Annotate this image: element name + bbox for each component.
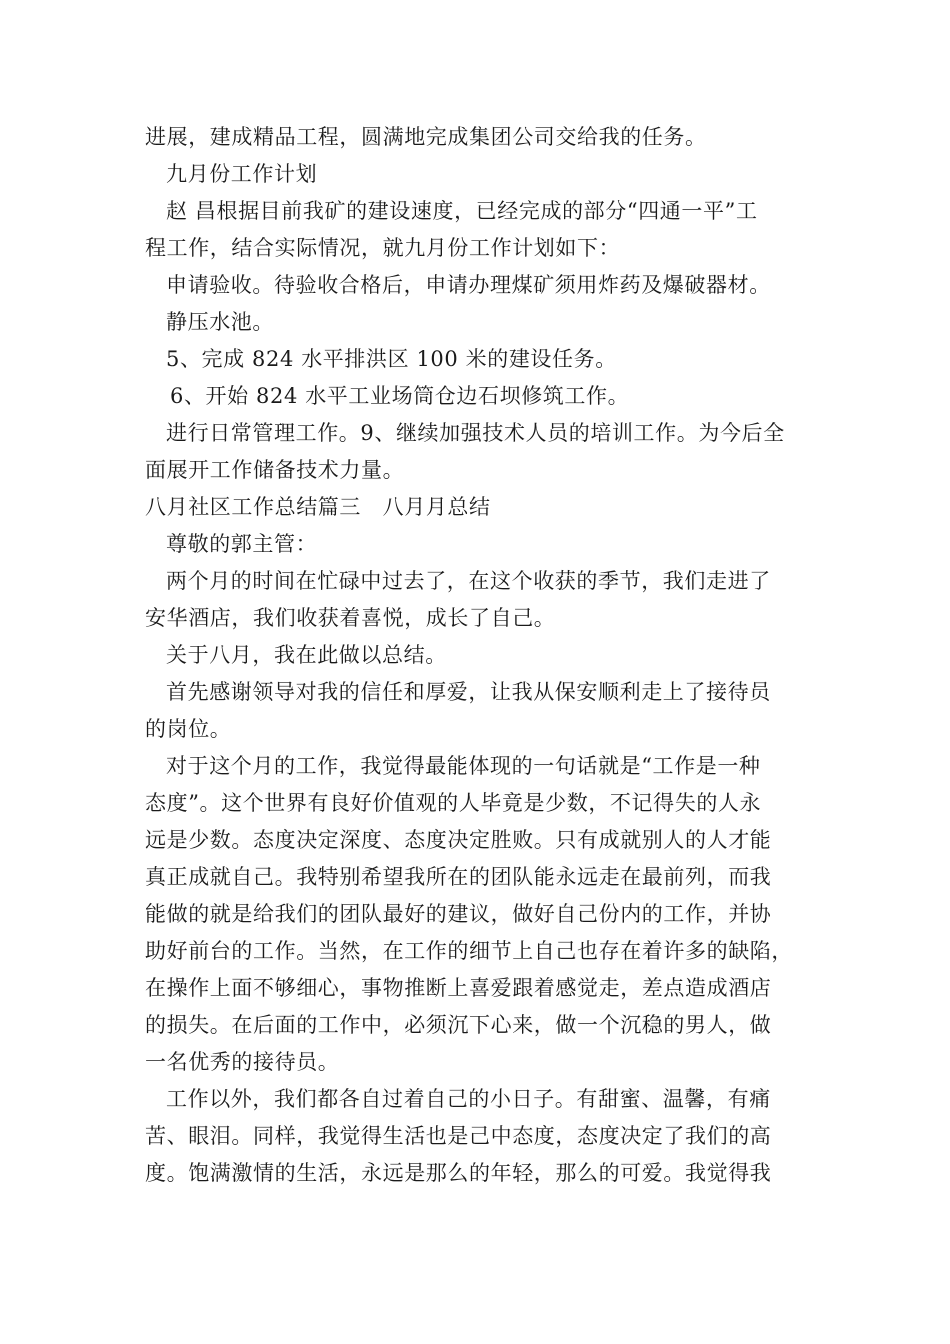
text-line: 静压水池。 [166,310,274,334]
list-item: 6、开始 824 水平工业场筒仓边石坝修筑工作。 [170,384,630,408]
text-line: 进展，建成精品工程，圆满地完成集团公司交给我的任务。 [145,125,707,149]
text-line: 的岗位。 [145,717,232,741]
section-title: 八月社区工作总结篇三 八月月总结 [145,495,491,519]
text-line: 苦、眼泪。同样，我觉得生活也是己中态度，态度决定了我们的高 [145,1124,772,1148]
text-line: 面展开工作储备技术力量。 [145,458,405,482]
section-heading: 九月份工作计划 [166,162,318,186]
text-line: 申请验收。待验收合格后，申请办理煤矿须用炸药及爆破器材。 [166,273,771,297]
text-line: 能做的就是给我们的团队最好的建议，做好自己份内的工作，并协 [145,902,772,926]
text-line: 度。饱满激情的生活，永远是那么的年轻，那么的可爱。我觉得我 [145,1161,772,1185]
text-line: 两个月的时间在忙碌中过去了，在这个收获的季节，我们走进了 [166,569,771,593]
text-line: 关于八月，我在此做以总结。 [166,643,447,667]
text-line: 的损失。在后面的工作中，必须沉下心来，做一个沉稳的男人，做 [145,1013,772,1037]
list-item: 5、完成 824 水平排洪区 100 米的建设任务。 [166,347,617,371]
text-line: 远是少数。态度决定深度、态度决定胜败。只有成就别人的人才能 [145,828,772,852]
text-line: 一名优秀的接待员。 [145,1050,340,1074]
text-line: 赵 昌根据目前我矿的建设速度，已经完成的部分“四通一平”工 [166,199,758,223]
text-line: 进行日常管理工作。9、继续加强技术人员的培训工作。为今后全 [166,421,785,445]
text-line: 程工作，结合实际情况，就九月份工作计划如下： [145,236,621,260]
text-line: 安华酒店，我们收获着喜悦，成长了自己。 [145,606,556,630]
text-line: 对于这个月的工作，我觉得最能体现的一句话就是“工作是一种 [166,754,761,778]
text-line: 真正成就自己。我特别希望我所在的团队能永远走在最前列，而我 [145,865,772,889]
text-line: 在操作上面不够细心，事物推断上喜爱跟着感觉走，差点造成酒店 [145,976,772,1000]
salutation: 尊敬的郭主管： [166,532,318,556]
text-line: 助好前台的工作。当然，在工作的细节上自己也存在着许多的缺陷， [145,939,793,963]
text-line: 首先感谢领导对我的信任和厚爱，让我从保安顺利走上了接待员 [166,680,771,704]
text-line: 态度”。这个世界有良好价值观的人毕竟是少数，不记得失的人永 [145,791,762,815]
text-line: 工作以外，我们都各自过着自己的小日子。有甜蜜、温馨，有痛 [166,1087,771,1111]
